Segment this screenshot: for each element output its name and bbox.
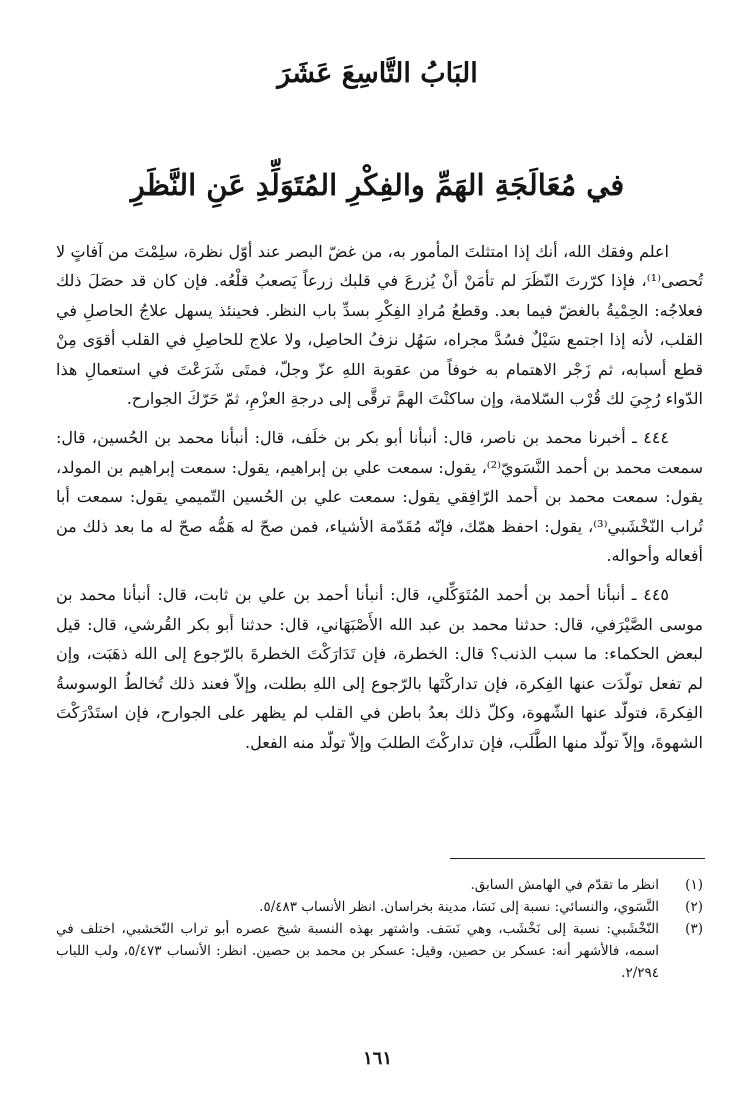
page-number: ١٦١ xyxy=(362,1048,392,1069)
chapter-heading: البَابُ التَّاسِعَ عَشَرَ xyxy=(277,58,478,89)
footnote xyxy=(56,874,703,896)
paragraph-narration-445: ٤٤٥ ـ أنبأنا أحمد بن أحمد المُتَوَكِّلي، قال: أنبأنا أحمد بن علي بن ثابت، قال: أنبأنا محمد بن موسى الصَّيْرَفي، قال: حدثنا محمد بن عبد الله الأَصْبَهَاني، قال: حدثنا أبو بكر القُرشي، قال: قيل لبعض الحكماء: ما سبب الذنب؟ قال: الخطرة، فإن تَدَارَكْتَ الخطرةَ بالرّجوع إلى الله ذهَبَت، وإن لم تفعل تولّدَت عنها الفِكرة، فإن تداركْتَها بالرّجوع إلى اللهِ بطلت، وإلاّ فعند ذلك تُخالطُ الوسوسةُ الفِكرةَ، فتولّد عنها الشّهوة، وكلّ ذلك بعدُ باطن في القلب لم يظهر على الجوارح، فإن استَدْرَكْتَ الشهوةَ، وإلاّ تولّد منها الطَّلَب، فإن تداركْتَ الطلبَ وإلاّ تولّد منه الفعل. xyxy=(56,585,703,752)
footnotes xyxy=(56,874,703,984)
footnote-number: (٢) xyxy=(685,899,703,915)
footnote-text: النّخْشَبي: نسبة إلى نَخْشَب، وهي نَسَف. واشتهر بهذه النسبة شيخ عصره أبو تراب النّخشبي، اختلف في اسمه، فالأشهر أنه: عسكر بن حصين، وقيل: عسكر بن محمد بن حصين. انظر: الأنساب ٥/٤٧٣، ولب اللباب ٢/٢٩٤. xyxy=(56,921,660,981)
footnote-text: النَّسَوي، والنسائي: نسبة إلى نَسَا، مدينة بخراسان. انظر الأنساب ٥/٤٨٣. xyxy=(259,899,659,915)
footnote-text: انظر ما تقدّم في الهامش السابق. xyxy=(470,877,659,893)
footnote-number: (١) xyxy=(685,877,703,893)
footnote xyxy=(56,896,703,918)
footnote-number: (٣) xyxy=(685,921,703,937)
paragraph-intro: اعلم وفقك الله، أنك إذا امتثلتَ المأمور به، من غضّ البصر عند أوّل نظرة، سلِمْتَ من آفاتٍ لا تُحصى⁽¹⁾، فإذا كرّرتَ النّظَرَ لم تأمَنْ أنْ يُزرعَ في قلبك زرعاً يَصعبُ قلْعُه. فإن كان قد حصَلَ ذلك فعلاجُه: الحِمْيةُ بالغضّ فيما بعد. وقطعُ مُرادِ الفِكْرِ بسدِّ باب النظر. فحينئذ يسهل علاجُ الحاصلِ في القلب، لأنه إذا اجتمع سَيْلٌ فسُدَّ مجراه، سَهُل نزفُ الحاصِل، ولا علاج للحاصِلِ في القلب أقوَى مِنْ قطع أسبابه، ثم زَجْر الاهتمام به خوفاً من عقوبة اللهِ عزّ وجلّ، فمتَى شَرَعْتَ في استعمالِ هذا الدّواء رُجِيَ لك قُرْب السّلامة، وإن ساكنْتَ الهمَّ ترقَّى إلى درجةِ العزْمِ، ثمّ حَرّكَ الجوارح. xyxy=(56,242,704,409)
footnote xyxy=(56,918,703,984)
footnote-separator xyxy=(450,858,705,859)
chapter-title: في مُعَالَجَةِ الهَمِّ والفِكْرِ المُتَوَلِّدِ عَنِ النَّظَرِ xyxy=(130,168,625,202)
main-text xyxy=(56,237,703,767)
paragraph-narration-444: ٤٤٤ ـ أخبرنا محمد بن ناصر، قال: أنبأنا أبو بكر بن خلَف، قال: أنبأنا محمد بن الحُسين، قال: سمعت محمد بن أحمد النَّسَويّ⁽²⁾، يقول: سمعت علي بن إبراهيم، يقول: سمعت إبراهيم بن المولد، يقول: سمعت محمد بن أحمد الرّافِقي يقول: سمعت علي بن الحُسين التّميمي يقول: سمعت أبا تُراب النّخْشَبي⁽³⁾، يقول: احفظ همّك، فإنّه مُقَدّمة الأشياء، فمن صحّ له هَمُّه صحّ له ما بعد ذلك من أفعاله وأحواله. xyxy=(56,428,704,566)
